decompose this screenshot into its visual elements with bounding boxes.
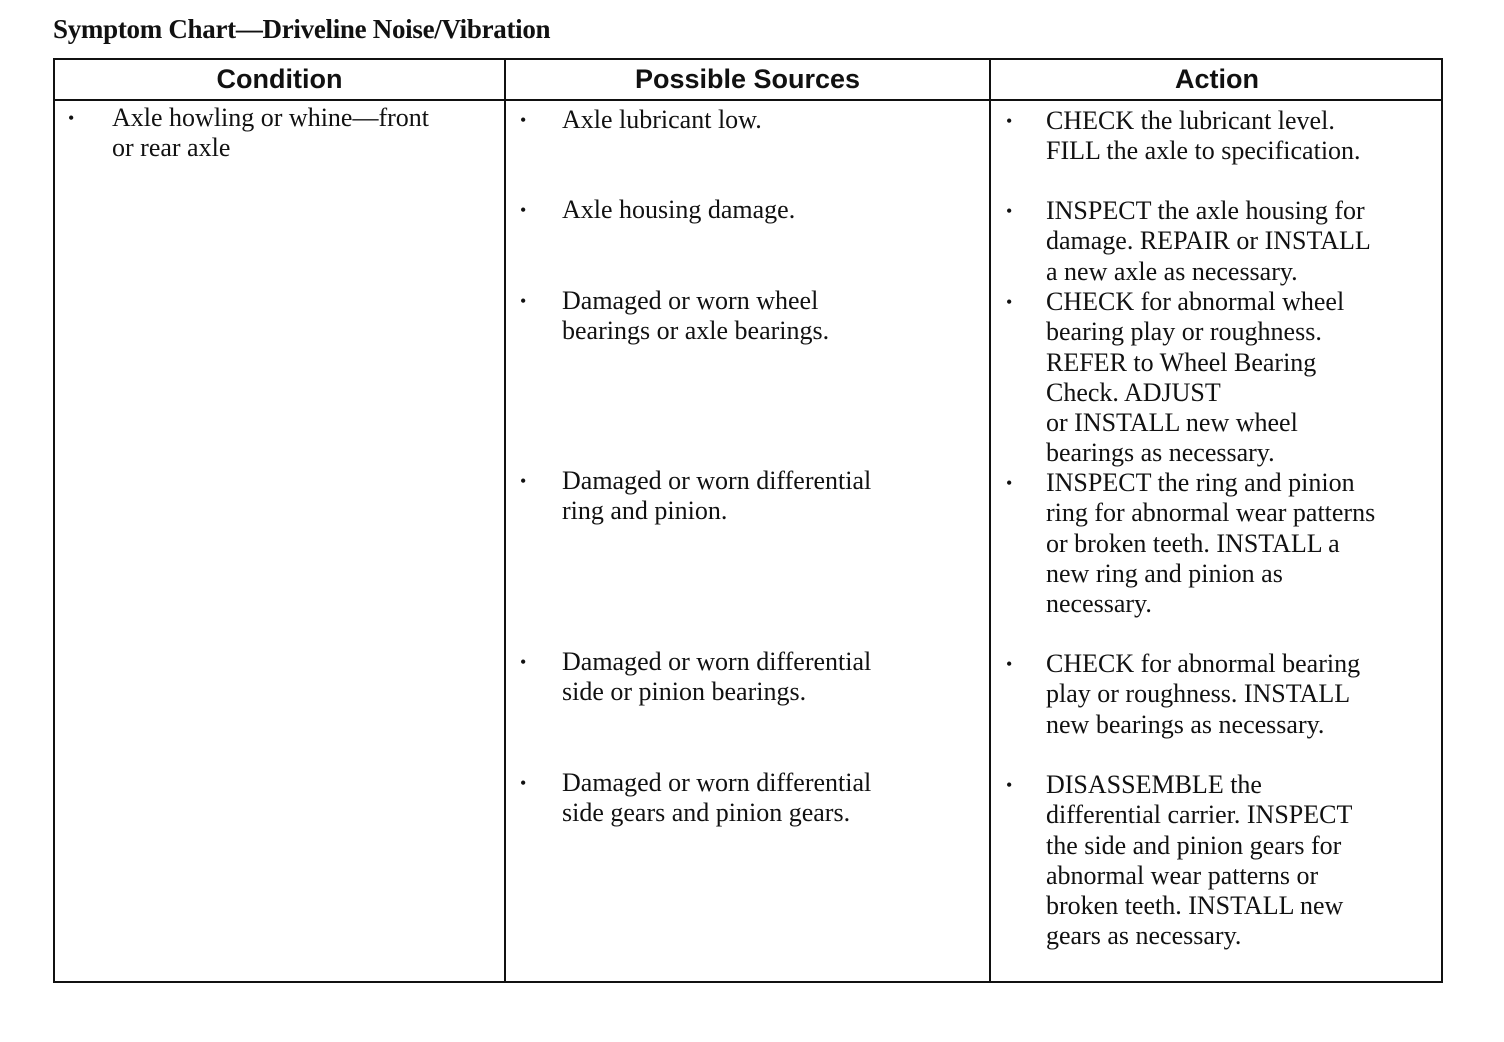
bullet-icon: •	[1006, 111, 1013, 131]
bullet-icon: •	[520, 471, 527, 491]
chart-title: Symptom Chart—Driveline Noise/Vibration	[53, 14, 551, 44]
symptom-chart-table	[53, 58, 1443, 983]
bullet-icon: •	[520, 652, 527, 672]
action-text: INSPECT the ring and pinion ring for abnormal wear patterns or broken teeth. INSTALL a new ring and pinion as necessary.	[1046, 468, 1376, 619]
bullet-icon: •	[68, 108, 75, 128]
column-header-action: Action	[1175, 64, 1259, 94]
condition-text: Axle howling or whine—front or rear axle	[112, 103, 430, 163]
bullet-icon: •	[520, 773, 527, 793]
action-text: DISASSEMBLE the differential carrier. INSPECT the side and pinion gears for abnormal wear patterns or broken teeth. INSTALL new gears as necessary.	[1046, 770, 1353, 951]
table-header-row	[55, 60, 1441, 101]
bullet-icon: •	[1006, 292, 1013, 312]
action-text: INSPECT the axle housing for damage. REPAIR or INSTALL a new axle as necessary.	[1046, 196, 1371, 286]
bullet-icon: •	[1006, 473, 1013, 493]
action-text: CHECK for abnormal bearing play or roughness. INSTALL new bearings as necessary.	[1046, 649, 1361, 739]
bullet-icon: •	[520, 200, 527, 220]
bullet-icon: •	[1006, 201, 1013, 221]
bullet-icon: •	[1006, 775, 1013, 795]
column-divider-2	[989, 60, 991, 981]
source-text: Damaged or worn differential side or pinion bearings.	[562, 647, 872, 707]
source-text: Damaged or worn differential ring and pinion.	[562, 466, 872, 526]
bullet-icon: •	[520, 110, 527, 130]
action-text: CHECK for abnormal wheel bearing play or roughness. REFER to Wheel Bearing Check. ADJUST or INSTALL new wheel bearings as necessary.	[1046, 287, 1345, 468]
source-text: Axle lubricant low.	[562, 105, 762, 134]
column-divider-1	[504, 60, 506, 981]
column-header-condition: Condition	[216, 64, 343, 94]
bullet-icon: •	[1006, 654, 1013, 674]
action-text: CHECK the lubricant level. FILL the axle to specification.	[1046, 106, 1361, 166]
column-header-possible-sources: Possible Sources	[634, 64, 861, 94]
source-text: Axle housing damage.	[562, 195, 796, 224]
bullet-icon: •	[520, 291, 527, 311]
source-text: Damaged or worn wheel bearings or axle bearings.	[562, 286, 830, 346]
source-text: Damaged or worn differential side gears and pinion gears.	[562, 768, 872, 828]
